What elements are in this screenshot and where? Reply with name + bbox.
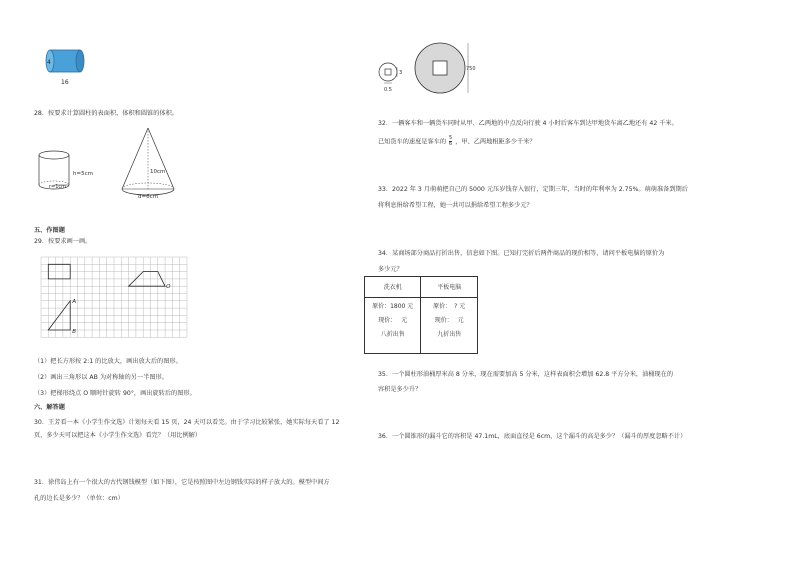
q35-line-1: 35．一个圆柱形油桶厚米高 8 分米，现在需要加高 5 分米，这样表面积会增加 62.8 平方分米，油桶现在的: [378, 371, 674, 378]
coin-small-width: 0.5: [384, 87, 392, 93]
q33-line-2: 将利息捐给希望工程，她一共可以捐给希望工程多少元？: [378, 202, 533, 209]
q29-grid: [40, 256, 188, 340]
q35-line-2: 容积是多少升？: [378, 386, 422, 393]
q34-line-2: 多少元？: [378, 266, 403, 273]
q32-fraction-den: 6: [449, 141, 453, 147]
q30-line-2: 页，多少天可以把这本《小学生作文选》看完？（用比例解）: [34, 432, 202, 439]
q32-fraction: [449, 136, 452, 147]
point-o-label: O: [166, 284, 171, 291]
tablet-original-price: 原价： ? 元: [433, 303, 466, 310]
coin-big-diameter: 750: [466, 66, 476, 72]
tablet-discount: 九折出售: [437, 331, 462, 338]
section-5-title: 五、作图题: [34, 227, 65, 234]
q29-item-3: （3）把梯形绕点 O 顺时针旋转 90°，画出旋转后的图形。: [34, 390, 196, 397]
q32-line-1: 32．一辆客车和一辆货车同时从甲、乙两地的中点反向行驶 4 小时后客车到达甲地货车离乙地还有 42 千米。: [378, 120, 678, 127]
washer-current-price: 现价： 元: [378, 317, 408, 324]
q28-text: 28．按要求计算圆柱的表面积，体积和圆锥的体积。: [34, 110, 178, 117]
tablet-current-price: 现价： 元: [434, 317, 464, 324]
point-a-label: A: [72, 298, 76, 305]
point-b-label: B: [72, 329, 76, 335]
cylinder-left-label: 4: [47, 59, 51, 66]
coin-figure: [374, 40, 484, 94]
q31-line-2: 孔的边长是多少？（单位：cm）: [34, 495, 124, 502]
q36-text: 36．一个圆锥形的漏斗它的容积是 47.1mL，底面直径是 6cm，这个漏斗的高是多少？（漏斗的厚度忽略不计）: [378, 433, 687, 440]
table-washer-cell: [365, 298, 421, 354]
q32-line-2-pre: 已知货车的速度是客车的: [378, 138, 447, 146]
q34-line-1: 34．某商场部分商品打折出售，信息如下图。已知打完折后两件商品的现价相等，请问平板电脑的原价为: [378, 250, 665, 257]
q33-line-1: 33．2022 年 3 月萌萌把自己的 5000 元压岁钱存入银行，定期三年，当时的年利率为 2.75%。萌萌准备到期后: [378, 186, 688, 193]
q30-line-1: 30．王芳看一本《小学生作文选》计划每天看 15 页，24 天可以看完。由于学习比较紧张，她实际每天看了 12: [34, 419, 340, 426]
q28-cone-height: 10cm: [150, 169, 166, 175]
q28-figures: [34, 125, 194, 201]
q29-item-2: （2）画出三角形以 AB 为对称轴的另一半图形。: [34, 374, 168, 381]
table-head-left: 洗衣机: [365, 277, 421, 298]
q28-cone-diameter: d=6cm: [138, 194, 158, 200]
q28-cyl-radius: r=1cm: [49, 184, 67, 190]
q31-line-1: 31．徐伟岛上有一个很大的古代钢钱模型（如下图），它是按照图中左边钢钱实际的样子放大的。模型中间方: [34, 479, 330, 486]
cylinder-figure: [44, 46, 94, 88]
washer-original-price: 原价：1800 元: [372, 303, 414, 310]
price-table: [364, 276, 478, 354]
q32-line-2-post: ，甲、乙两地相距多少千米？: [455, 138, 536, 146]
washer-discount: 八折出售: [380, 331, 405, 338]
table-tablet-cell: [421, 298, 478, 354]
q32-line-2: [378, 136, 536, 147]
coin-small-height: 3: [399, 70, 403, 76]
cylinder-bottom-label: 16: [61, 79, 69, 86]
q29-item-1: （1）把长方形按 2:1 的比放大，画出放大后的图形。: [34, 358, 182, 365]
q32-fraction-num: 5: [449, 135, 453, 141]
q28-cyl-height: h=5cm: [73, 171, 93, 177]
q29-text: 29．按要求画一画。: [34, 238, 92, 245]
table-head-right: 平板电脑: [421, 277, 478, 298]
section-6-title: 六、解答题: [34, 404, 65, 411]
